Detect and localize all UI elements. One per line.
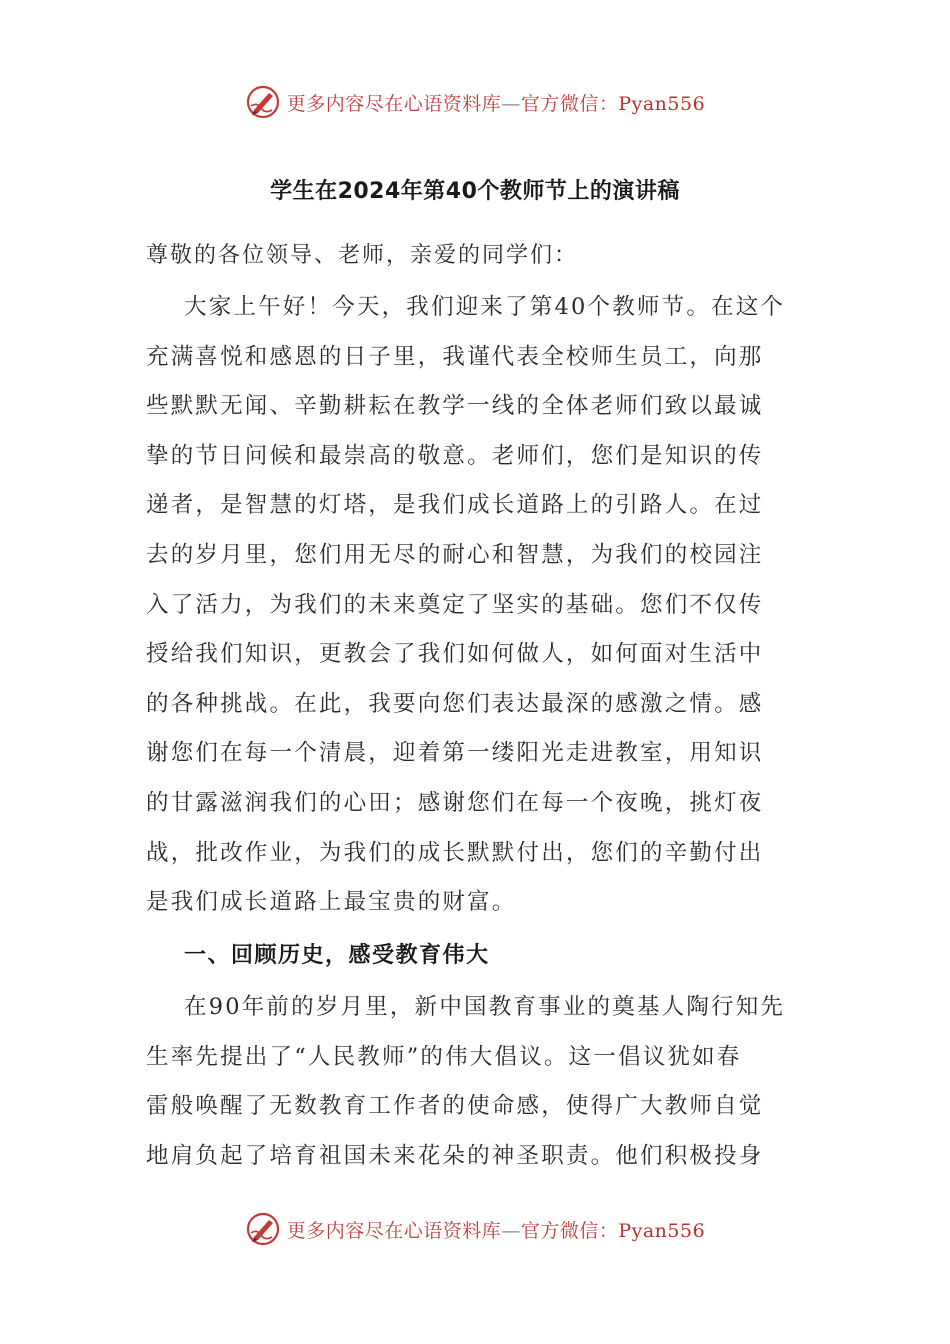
paragraph-line: 生率先提出了“人民教师”的伟大倡议。这一倡议犹如春 bbox=[146, 1043, 742, 1070]
paragraph-2 bbox=[146, 983, 806, 1181]
paragraph-line: 去的岁月里，您们用无尽的耐心和智慧，为我们的校园注 bbox=[146, 541, 764, 568]
paragraph-line: 挚的节日问候和最崇高的敬意。老师们，您们是知识的传 bbox=[146, 442, 764, 469]
paragraph-line: 入了活力，为我们的未来奠定了坚实的基础。您们不仅传 bbox=[146, 591, 764, 618]
paragraph-line: 些默默无闻、辛勤耕耘在教学一线的全体老师们致以最诚 bbox=[146, 393, 764, 420]
paragraph-line: 大家上午好！今天，我们迎来了第40个教师节。在这个 bbox=[184, 294, 786, 320]
paragraph-line: 谢您们在每一个清晨，迎着第一缕阳光走进教室，用知识 bbox=[146, 740, 764, 767]
paragraph-line: 战，批改作业，为我们的成长默默付出，您们的辛勤付出 bbox=[146, 839, 764, 866]
paragraph-line: 地肩负起了培育祖国未来花朵的神圣职责。他们积极投身 bbox=[146, 1142, 764, 1169]
watermark-text: 更多内容尽在心语资料库—官方微信：Pyan556 bbox=[286, 92, 706, 115]
paragraph-line: 充满喜悦和感恩的日子里，我谨代表全校师生员工，向那 bbox=[146, 343, 764, 370]
paragraph-line: 的甘露滋润我们的心田；感谢您们在每一个夜晚，挑灯夜 bbox=[146, 789, 764, 816]
paragraph-line: 的各种挑战。在此，我要向您们表达最深的感激之情。感 bbox=[146, 690, 764, 717]
paragraph-line: 授给我们知识，更教会了我们如何做人，如何面对生活中 bbox=[146, 641, 764, 668]
paragraph-line: 雷般唤醒了无数教育工作者的使命感，使得广大教师自觉 bbox=[146, 1093, 764, 1120]
pen-logo-icon bbox=[245, 84, 281, 120]
header-watermark-banner bbox=[0, 80, 950, 124]
watermark-text: 更多内容尽在心语资料库—官方微信：Pyan556 bbox=[286, 1219, 706, 1242]
paragraph-line: 是我们成长道路上最宝贵的财富。 bbox=[146, 889, 517, 916]
document-title: 学生在2024年第40个教师节上的演讲稿 bbox=[270, 179, 680, 204]
paragraph-line: 递者，是智慧的灯塔，是我们成长道路上的引路人。在过 bbox=[146, 492, 764, 519]
paragraph-line: 在90年前的岁月里，新中国教育事业的奠基人陶行知先 bbox=[184, 994, 786, 1020]
footer-watermark-banner bbox=[0, 1207, 950, 1251]
paragraph-1 bbox=[146, 283, 806, 928]
section-heading: 一、回顾历史，感受教育伟大 bbox=[184, 943, 490, 968]
pen-logo-icon bbox=[245, 1211, 281, 1247]
salutation: 尊敬的各位领导、老师，亲爱的同学们： bbox=[146, 243, 579, 268]
